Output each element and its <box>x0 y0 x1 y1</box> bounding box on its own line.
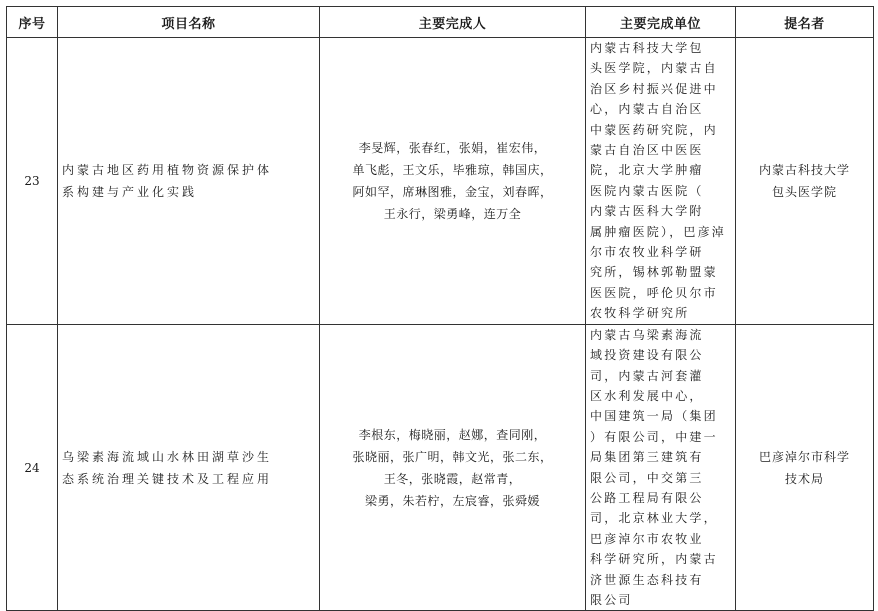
cell-text-line: 中蒙医药研究院，内 <box>590 122 718 137</box>
awards-table <box>6 6 874 611</box>
cell-text-line: 李旻辉，张春红，张娟，崔宏伟， <box>358 140 547 155</box>
row-main-units <box>586 324 736 611</box>
row-project-name <box>58 38 320 325</box>
header-nominator: 提名者 <box>736 7 874 38</box>
row-main-people <box>320 324 586 611</box>
row-seq: 24 <box>7 324 58 611</box>
cell-text-line: 内蒙古地区药用植物资源保护体 <box>62 162 273 177</box>
cell-text-line: 限公司，中交第三 <box>590 470 704 485</box>
cell-text-line: 医院内蒙古医院（ <box>590 183 704 198</box>
cell-text-line: 属肿瘤医院），巴彦淖 <box>590 224 727 239</box>
cell-text-line: 医医院，呼伦贝尔市 <box>590 285 718 300</box>
row-nominator <box>736 38 874 325</box>
cell-text-line: 阿如罕，席琳图雅，金宝，刘春晖， <box>352 184 553 199</box>
cell-text-line: 头医学院，内蒙古自 <box>590 61 718 76</box>
cell-text-line: 限公司 <box>590 592 633 607</box>
header-project-name: 项目名称 <box>58 7 320 38</box>
cell-text-line: 公路工程局有限公 <box>590 490 704 505</box>
cell-text-line: 包头医学院 <box>771 184 837 199</box>
cell-text-line: 内蒙古科技大学 <box>758 162 850 177</box>
cell-text-line: 尔市农牧业科学研 <box>590 245 704 260</box>
cell-text-line: 李根东，梅晓丽，赵娜，查同刚， <box>358 427 547 442</box>
cell-text-line: 王永行，梁勇峰，连万全 <box>383 206 522 221</box>
table-row <box>7 38 874 325</box>
cell-text-line: 王冬，张晓霞，赵常青， <box>383 471 522 486</box>
cell-text-line: 心，内蒙古自治区 <box>590 102 704 117</box>
cell-text-line: 局集团第三建筑有 <box>590 450 704 465</box>
cell-text-line: 科学研究所，内蒙古 <box>590 552 718 567</box>
cell-text-line: 态系统治理关键技术及工程应用 <box>62 471 273 486</box>
cell-text-line: 张晓丽，张广明，韩文光，张二东， <box>352 449 553 464</box>
header-main-units: 主要完成单位 <box>586 7 736 38</box>
cell-text-line: 院，北京大学肿瘤 <box>590 163 704 178</box>
cell-text-line: 巴彦淖尔市农牧业 <box>590 531 704 546</box>
cell-text-line: 司，内蒙古河套灌 <box>590 368 704 383</box>
header-seq: 序号 <box>7 7 58 38</box>
cell-text-line: 区水利发展中心， <box>590 388 704 403</box>
cell-text-line: 单飞彪，王文乐，毕雅琼，韩国庆， <box>352 162 553 177</box>
cell-text-line: 司，北京林业大学， <box>590 511 718 526</box>
cell-text-line: 系构建与产业化实践 <box>62 184 198 199</box>
cell-text-line: 内蒙古医科大学附 <box>590 204 704 219</box>
cell-text-line: 农牧科学研究所 <box>590 306 690 321</box>
header-main-people: 主要完成人 <box>320 7 586 38</box>
cell-text-line: 治区乡村振兴促进中 <box>590 81 718 96</box>
row-seq: 23 <box>7 38 58 325</box>
row-project-name <box>58 324 320 611</box>
cell-text-line: 究所，锡林郭勒盟蒙 <box>590 265 718 280</box>
cell-text-line: 蒙古自治区中医医 <box>590 143 704 158</box>
row-nominator <box>736 324 874 611</box>
cell-text-line: 内蒙古乌梁素海流 <box>590 327 704 342</box>
cell-text-line: 济世源生态科技有 <box>590 572 704 587</box>
cell-text-line: 内蒙古科技大学包 <box>590 41 704 55</box>
cell-text-line: 乌梁素海流域山水林田湖草沙生 <box>62 449 273 464</box>
row-main-units <box>586 38 736 325</box>
cell-text-line: ）有限公司，中建一 <box>590 429 718 444</box>
table-body <box>7 38 874 611</box>
cell-text-line: 梁勇，朱若柠，左宸睿，张舜媛 <box>364 493 540 508</box>
cell-text-line: 巴彦淖尔市科学 <box>758 449 850 464</box>
table-row <box>7 324 874 611</box>
row-main-people <box>320 38 586 325</box>
cell-text-line: 域投资建设有限公 <box>590 348 704 363</box>
header-row <box>7 7 874 38</box>
cell-text-line: 中国建筑一局（集团 <box>590 409 718 424</box>
cell-text-line: 技术局 <box>784 471 824 486</box>
